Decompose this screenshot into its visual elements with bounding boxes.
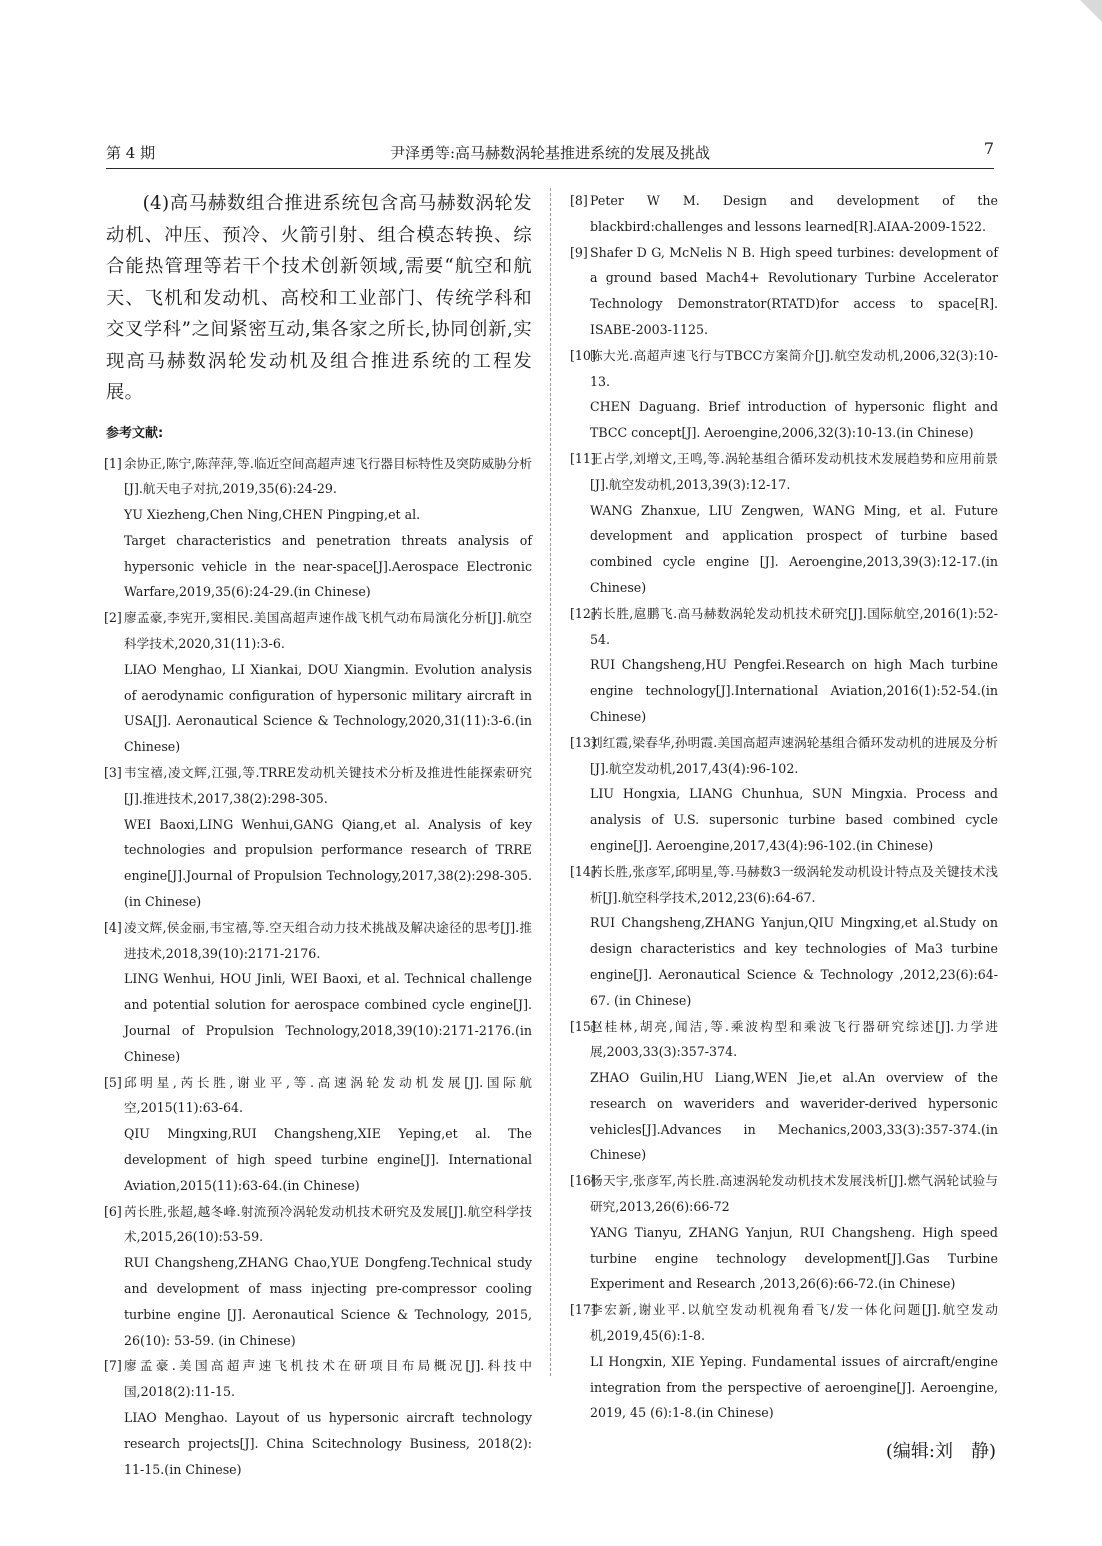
reference-text-en: ZHAO Guilin,HU Liang,WEN Jie,et al.An overview of the research on waveriders and waverider-derived hypersonic vehicles[J].Advances in Mechanics,2003,33(3):357-374.(in Chinese)	[590, 1070, 998, 1163]
right-column	[572, 188, 998, 1466]
reference-text-en: RUI Changsheng,ZHANG Yanjun,QIU Mingxing,et al.Study on design characteristics and key technologies of Ma3 turbine engine[J]. Aeronautical Science & Technology ,2012,23(6):64-67. (in Chinese)	[590, 915, 998, 1008]
body-paragraph: (4)高马赫数组合推进系统包含高马赫数涡轮发动机、冲压、预冷、火箭引射、组合模态转换、综合能热管理等若干个技术创新领域,需要“航空和航天、飞机和发动机、高校和工业部门、传统学科和交叉学科”之间紧密互动,集各家之所长,协同创新,实现高马赫数涡轮发动机及组合推进系统的工程发展。	[106, 193, 532, 403]
references-heading: 参考文献:	[106, 425, 164, 441]
reference-item	[572, 730, 998, 859]
reference-number: [12]	[570, 605, 596, 621]
reference-text-zh: 廖孟豪.美国高超声速飞机技术在研项目布局概况[J].科技中国,2018(2):11-15.	[124, 1358, 532, 1400]
reference-text-en: LIU Hongxia, LIANG Chunhua, SUN Mingxia. Process and analysis of U.S. supersonic turbine based combined cycle engine[J]. Aeroengine,2017,43(4):96-102.(in Chinese)	[590, 786, 998, 853]
reference-text-zh: 芮长胜,张超,越冬峰.射流预冷涡轮发动机技术研究及发展[J].航空科学技术,2015,26(10):53-59.	[124, 1203, 532, 1245]
reference-text-en: RUI Changsheng,HU Pengfei.Research on high Mach turbine engine technology[J].International Aviation,2016(1):52-54.(in Chinese)	[590, 657, 998, 724]
reference-text-zh: 芮长胜,扈鹏飞.高马赫数涡轮发动机技术研究[J].国际航空,2016(1):52-54.	[590, 605, 998, 647]
reference-text-en: WANG Zhanxue, LIU Zengwen, WANG Ming, et al. Future development and application prospect of turbine based combined cycle engine [J]. Aeroengine,2013,39(3):12-17.(in Chinese)	[590, 502, 998, 595]
reference-number: [7]	[104, 1358, 122, 1374]
reference-number: [9]	[570, 244, 588, 260]
reference-item	[572, 240, 998, 343]
reference-item	[572, 859, 998, 1014]
page-corner-fold	[1080, 0, 1102, 22]
editor-credit: (编辑:刘 静)	[885, 1441, 996, 1463]
page-header	[106, 139, 994, 169]
reference-number: [2]	[104, 610, 122, 626]
reference-item	[106, 1199, 532, 1354]
reference-text-en: LIAO Menghao. Layout of us hypersonic aircraft technology research projects[J]. China Scitechnology Business, 2018(2): 11-15.(in Chinese)	[124, 1409, 532, 1477]
reference-text-zh: 廖孟豪,李宪开,窦相民.美国高超声速作战飞机气动布局演化分析[J].航空科学技术,2020,31(11):3-6.	[124, 610, 532, 652]
reference-item	[572, 446, 998, 601]
reference-number: [1]	[104, 455, 122, 471]
reference-text-en: YU Xiezheng,Chen Ning,CHEN Pingping,et al.	[124, 507, 421, 523]
reference-text-en: LI Hongxin, XIE Yeping. Fundamental issues of aircraft/engine integration from the perspective of aeroengine[J]. Aeroengine, 2019, 45 (6):1-8.(in Chinese)	[590, 1353, 998, 1421]
reference-text-en: LING Wenhui, HOU Jinli, WEI Baoxi, et al. Technical challenge and potential solution for aerospace combined cycle engine[J]. Journal of Propulsion Technology,2018,39(10):2171-2176.(in Chinese)	[124, 971, 532, 1064]
reference-number: [5]	[104, 1074, 122, 1090]
reference-text-en: Shafer D G, McNelis N B. High speed turbines: development of a ground based Mach4+ Revolutionary Turbine Accelerator Technology Demonstrator(RTATD)for access to space[R]. ISABE-2003-1125.	[590, 244, 998, 337]
running-title: 尹泽勇等:高马赫数涡轮基推进系统的发展及挑战	[389, 144, 711, 162]
column-divider	[550, 188, 551, 1376]
reference-text-zh: 凌文辉,侯金丽,韦宝禧,等.空天组合动力技术挑战及解决途径的思考[J].推进技术,2018,39(10):2171-2176.	[124, 919, 532, 961]
reference-text-zh: 杨天宇,张彦军,芮长胜.高速涡轮发动机技术发展浅析[J].燃气涡轮试验与研究,2013,26(6):66-72	[590, 1173, 998, 1215]
reference-text-en: YANG Tianyu, ZHANG Yanjun, RUI Changsheng. High speed turbine engine technology development[J].Gas Turbine Experiment and Research ,2013,26(6):66-72.(in Chinese)	[590, 1224, 998, 1292]
page-number: 7	[983, 139, 994, 158]
reference-text-zh: 陈大光.高超声速飞行与TBCC方案简介[J].航空发动机,2006,32(3):10-13.	[590, 347, 998, 389]
reference-list-right	[572, 188, 998, 1426]
reference-item	[106, 1070, 532, 1199]
reference-text-zh: 韦宝禧,凌文辉,江强,等.TRRE发动机关键技术分析及推进性能探索研究[J].推进技术,2017,38(2):298-305.	[124, 765, 532, 806]
reference-text-zh: 李宏新,谢业平.以航空发动机视角看飞/发一体化问题[J].航空发动机,2019,45(6):1-8.	[590, 1302, 998, 1344]
reference-item	[572, 1297, 998, 1426]
reference-text-en2: Target characteristics and penetration threats analysis of hypersonic vehicle in the near-space[J].Aerospace Electronic Warfare,2019,35(6):24-29.(in Chinese)	[124, 532, 532, 600]
reference-item	[572, 188, 998, 240]
reference-number: [14]	[570, 863, 596, 879]
reference-number: [15]	[570, 1018, 596, 1034]
reference-text-en: WEI Baoxi,LING Wenhui,GANG Qiang,et al. Analysis of key technologies and propulsion performance research of TRRE engine[J].Journal of Propulsion Technology,2017,38(2):298-305.(in Chinese)	[124, 816, 532, 910]
reference-text-en: QIU Mingxing,RUI Changsheng,XIE Yeping,et al. The development of high speed turbine engine[J]. International Aviation,2015(11):63-64.(in Chinese)	[124, 1126, 532, 1193]
reference-number: [6]	[104, 1203, 122, 1219]
reference-text-en: Peter W M. Design and development of the blackbird:challenges and lessons learned[R].AIAA-2009-1522.	[590, 193, 998, 234]
reference-text-zh: 余协正,陈宁,陈萍萍,等.临近空间高超声速飞行器目标特性及突防威胁分析[J].航天电子对抗,2019,35(6):24-29.	[124, 455, 532, 497]
reference-text-zh: 邱明星,芮长胜,谢业平,等.高速涡轮发动机发展[J].国际航空,2015(11):63-64.	[124, 1074, 532, 1116]
reference-item	[572, 1014, 998, 1169]
reference-item	[106, 605, 532, 760]
reference-text-en: CHEN Daguang. Brief introduction of hypersonic flight and TBCC concept[J]. Aeroengine,2006,32(3):10-13.(in Chinese)	[590, 399, 998, 441]
reference-number: [4]	[104, 919, 122, 935]
reference-number: [11]	[570, 450, 596, 466]
reference-number: [16]	[570, 1173, 596, 1189]
reference-item	[572, 1168, 998, 1297]
reference-text-zh: 王占学,刘增文,王鸣,等.涡轮基组合循环发动机技术发展趋势和应用前景[J].航空发动机,2013,39(3):12-17.	[590, 450, 998, 492]
reference-item	[106, 451, 532, 606]
left-column	[106, 188, 532, 1482]
reference-item	[572, 343, 998, 446]
reference-number: [3]	[104, 765, 122, 781]
reference-text-zh: 刘红霞,梁春华,孙明霞.美国高超声速涡轮基组合循环发动机的进展及分析[J].航空发动机,2017,43(4):96-102.	[590, 734, 998, 776]
reference-number: [17]	[570, 1302, 596, 1318]
reference-text-en: RUI Changsheng,ZHANG Chao,YUE Dongfeng.Technical study and development of mass injecting pre-compressor cooling turbine engine [J]. Aeronautical Science & Technology, 2015, 26(10): 53-59. (in Chinese)	[124, 1255, 532, 1348]
reference-item	[572, 601, 998, 730]
reference-text-zh: 赵桂林,胡亮,闻洁,等.乘波构型和乘波飞行器研究综述[J].力学进展,2003,33(3):357-374.	[590, 1018, 998, 1060]
reference-item	[106, 1353, 532, 1482]
reference-number: [8]	[570, 193, 588, 208]
reference-text-zh: 芮长胜,张彦军,邱明星,等.马赫数3一级涡轮发动机设计特点及关键技术浅析[J].航空科学技术,2012,23(6):64-67.	[590, 863, 998, 905]
reference-list-left	[106, 451, 532, 1483]
reference-item	[106, 760, 532, 915]
reference-number: [13]	[570, 734, 596, 750]
reference-item	[106, 915, 532, 1070]
reference-number: [10]	[570, 347, 596, 363]
reference-text-en: LIAO Menghao, LI Xiankai, DOU Xiangmin. Evolution analysis of aerodynamic configuration of hypersonic military aircraft in USA[J]. Aeronautical Science & Technology,2020,31(11):3-6.(in Chinese)	[124, 661, 532, 755]
issue-label: 第 4 期	[106, 144, 156, 162]
